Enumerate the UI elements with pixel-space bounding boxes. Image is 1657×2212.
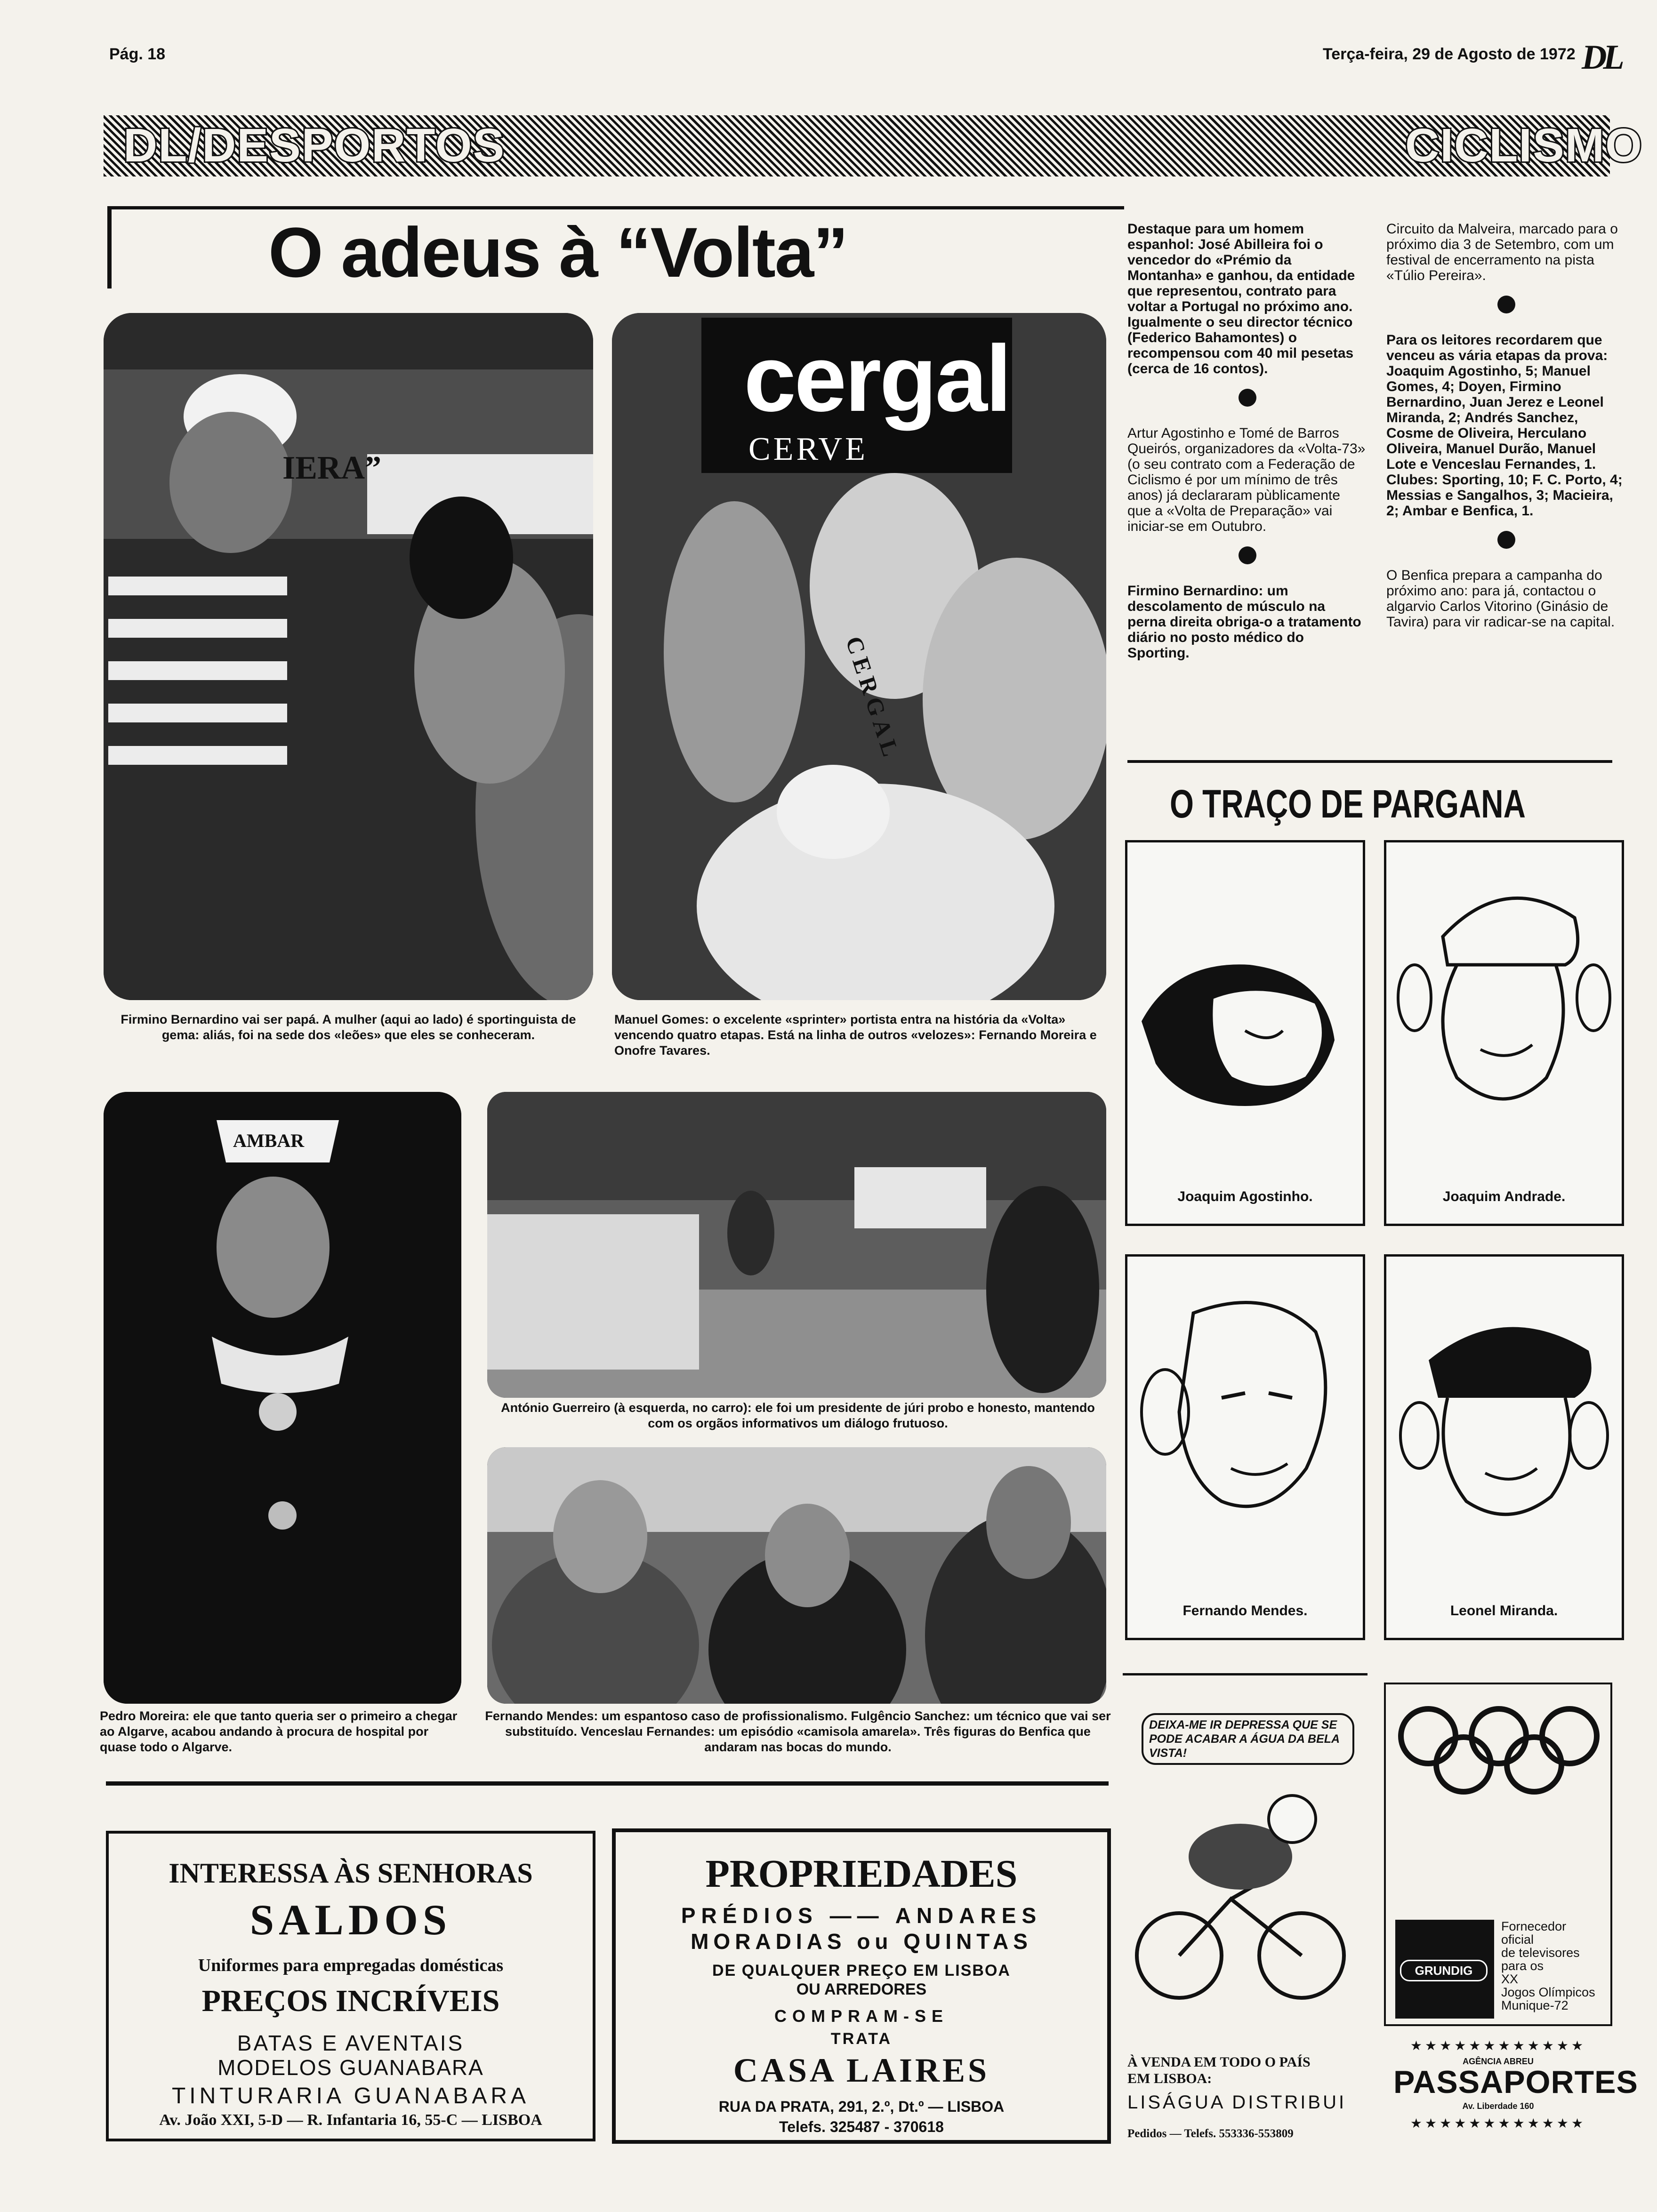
caption-5: Fernando Mendes: um espantoso caso de profissionalismo. Fulgêncio Sanchez: um técnico que vai ser substituído. Venceslau Fernandes: um episódio «camisola amarela». Três figuras do Benfica que andaram nas bocas do mundo. bbox=[485, 1709, 1111, 1754]
star-row-bottom: ★★★★★★★★★★★★ bbox=[1410, 2116, 1586, 2131]
note-benfica: O Benfica prepara a campanha do próximo ano: para já, contactou o algarvio Carlos Vitorino (Ginásio de Tavira) para vir radicar-se na capital. bbox=[1386, 568, 1615, 630]
note-firmino: Firmino Bernardino: um descolamento de músculo na perna direita obriga-o a tratamento diário no posto médico do Sporting. bbox=[1127, 583, 1361, 661]
newspaper-logo: DL bbox=[1582, 38, 1621, 77]
sash-cergal: CERGAL bbox=[840, 633, 906, 764]
prop-line5: OU ARREDORES bbox=[796, 1980, 927, 1998]
grundig-line: de televisores bbox=[1501, 1946, 1580, 1960]
olympic-rings bbox=[1388, 1703, 1609, 1797]
saldos-line6: MODELOS GUANABARA bbox=[217, 2055, 484, 2080]
saldos-line4: PREÇOS INCRÍVEIS bbox=[201, 1984, 500, 2018]
page-number: Pág. 18 bbox=[109, 45, 166, 63]
lisagua-ad bbox=[1123, 1673, 1367, 2153]
bullet-dot bbox=[1497, 531, 1515, 549]
grundig-line: Jogos Olímpicos bbox=[1501, 1985, 1595, 1999]
caption-1: Firmino Bernardino vai ser papá. A mulher (aqui ao lado) é sportinguista de gema: aliás, foi na sede dos «leões» que eles se conheceram. bbox=[121, 1012, 576, 1042]
note-malveira: Circuito da Malveira, marcado para o próximo dia 3 de Setembro, com um festival de encerramento na pista «Túlio Pereira». bbox=[1386, 221, 1618, 283]
headline-rule-left bbox=[107, 206, 112, 289]
saldos-line2: SALDOS bbox=[249, 1896, 452, 1944]
lisagua-line2: EM LISBOA: bbox=[1127, 2071, 1212, 2086]
sign-era: IERA” bbox=[282, 450, 382, 486]
caption-3: Pedro Moreira: ele que tanto queria ser o primeiro a chegar ao Algarve, acabou andando à procura de hospital por quase todo o Algarve. bbox=[100, 1709, 458, 1754]
cartoon-leonel-miranda bbox=[1384, 1254, 1624, 1640]
passaportes-address: Av. Liberdade 160 bbox=[1462, 2101, 1534, 2111]
prop-line6: COMPRAM-SE bbox=[774, 2006, 949, 2026]
headline: O adeus à “Volta” bbox=[268, 213, 848, 292]
prop-line1: PROPRIEDADES bbox=[705, 1852, 1018, 1896]
notes-rule bbox=[1127, 760, 1612, 763]
note-etapas: Para os leitores recordarem que venceu as vária etapas da prova: Joaquim Agostinho, 5; Manuel Gomes, 4; Doyen, Firmino Bernardino, Juan Jerez e Leonel Miranda, 2; Andrés Sanchez, Cosme de Oliveira, Herculano Oliveira, Manuel Durão, Manuel Lote e Venceslau Fernandes, 1. Clubes: Sporting, 10; F. C. Porto, 4; Messias e Sangalhos, 3; Macieira, 2; Ambar e Benfica, 1. bbox=[1386, 332, 1623, 519]
saldos-line1: INTERESSA ÀS SENHORAS bbox=[169, 1858, 533, 1889]
grundig-line: oficial bbox=[1501, 1932, 1534, 1947]
cartoon-joaquim-andrade bbox=[1384, 840, 1624, 1226]
cartoon-fernando-mendes bbox=[1125, 1254, 1365, 1640]
headline-rule-top bbox=[107, 206, 1124, 209]
cartoon-name: Joaquim Andrade. bbox=[1442, 1189, 1566, 1204]
photo-manuel-gomes bbox=[612, 313, 1106, 1000]
lisagua-contact: Pedidos — Telefs. 553336-553809 bbox=[1127, 2127, 1294, 2140]
saldos-line3: Uniformes para empregadas domésticas bbox=[198, 1956, 504, 1975]
grundig-line: Fornecedor bbox=[1501, 1919, 1567, 1933]
saldos-line8: Av. João XXI, 5-D — R. Infantaria 16, 55-C — LISBOA bbox=[159, 2111, 542, 2129]
cartoon-name: Fernando Mendes. bbox=[1182, 1603, 1308, 1619]
bullet-dot bbox=[1239, 546, 1256, 564]
sign-cergal: cergal bbox=[744, 326, 1010, 431]
star-row-top: ★★★★★★★★★★★★ bbox=[1410, 2038, 1586, 2053]
cartoon-joaquim-agostinho bbox=[1125, 840, 1365, 1226]
banner-right-label: CICLISMO bbox=[1405, 119, 1643, 172]
ad-saldos bbox=[106, 1831, 595, 2141]
prop-line8: CASA LAIRES bbox=[733, 2052, 990, 2089]
cap-ambar: AMBAR bbox=[233, 1130, 305, 1151]
lisagua-rule-top bbox=[1123, 1673, 1367, 1675]
lisagua-line1: À VENDA EM TODO O PAÍS bbox=[1127, 2054, 1311, 2070]
saldos-line5: BATAS E AVENTAIS bbox=[237, 2031, 465, 2055]
passaportes-brand: PASSAPORTES bbox=[1393, 2064, 1638, 2100]
sign-cerveja: CERVE bbox=[748, 431, 868, 467]
cartoons-title: O TRAÇO DE PARGANA bbox=[1170, 782, 1526, 826]
prop-line9: RUA DA PRATA, 291, 2.º, Dt.º — LISBOA bbox=[718, 2098, 1005, 2115]
notes-column-1 bbox=[1127, 221, 1367, 669]
prop-line2: PRÉDIOS —— ANDARES bbox=[681, 1903, 1042, 1928]
passaportes-small: AGÊNCIA ABREU bbox=[1463, 2057, 1534, 2066]
cyclist-drawing bbox=[1123, 1767, 1358, 2031]
ad-propriedades bbox=[612, 1828, 1111, 2144]
passaportes-ad bbox=[1384, 2038, 1638, 2148]
note-abilleira: Destaque para um homem espanhol: José Abilleira foi o vencedor do «Prémio da Montanha» e ganhou, da entidade que representou, contrato para voltar a Portugal no próximo ano. Igualmente o seu director técnico (Federico Bahamontes) o recompensou com 40 mil pesetas (cerca de 16 contos). bbox=[1127, 221, 1355, 377]
prop-line4: DE QUALQUER PREÇO EM LISBOA bbox=[712, 1962, 1011, 1980]
grundig-line: XX bbox=[1501, 1972, 1519, 1986]
note-volta-73: Artur Agostinho e Tomé de Barros Queirós, organizadores da «Volta-73» (o seu contrato com a Federação de Ciclismo é por um mínimo de três anos) já declararam pùblicamente que a «Volta de Preparação» vai iniciar-se em Outubro. bbox=[1127, 425, 1366, 534]
saldos-line7: TINTURARIA GUANABARA bbox=[171, 2084, 530, 2108]
cartoon-name: Joaquim Agostinho. bbox=[1177, 1189, 1313, 1204]
grundig-line: para os bbox=[1501, 1959, 1544, 1973]
caption-2: Manuel Gomes: o excelente «sprinter» portista entra na história da «Volta» vencendo quatro etapas. Está na linha de outros «velozes»: Fernando Moreira e Onofre Tavares. bbox=[614, 1012, 1097, 1058]
bullet-dot bbox=[1497, 296, 1515, 313]
notes-column-2 bbox=[1386, 221, 1626, 638]
grundig-logo: GRUNDIG bbox=[1400, 1960, 1488, 1981]
photo-firmino-bernardino bbox=[104, 313, 593, 1000]
date-line: Terça-feira, 29 de Agosto de 1972 bbox=[1323, 45, 1576, 63]
lisagua-brand: LISÁGUA DISTRIBUI bbox=[1127, 2092, 1347, 2113]
prop-line10: Telefs. 325487 - 370618 bbox=[779, 2118, 944, 2135]
lisagua-speech-bubble: DEIXA-ME IR DEPRESSA QUE SE PODE ACABAR A ÁGUA DA BELA VISTA! bbox=[1142, 1713, 1354, 1765]
grundig-text bbox=[1501, 1920, 1595, 2012]
photo-fernando-mendes-trio bbox=[487, 1447, 1106, 1704]
caption-4: António Guerreiro (à esquerda, no carro): ele foi um presidente de júri probo e honesto, mantendo com os orgãos informativos um diálogo frutuoso. bbox=[501, 1401, 1095, 1430]
photo-antonio-guerreiro bbox=[487, 1092, 1106, 1398]
prop-line3: MORADIAS ou QUINTAS bbox=[691, 1929, 1032, 1954]
cartoon-name: Leonel Miranda. bbox=[1450, 1603, 1558, 1619]
grundig-line: Munique-72 bbox=[1501, 1998, 1569, 2012]
banner-left-label: DL/DESPORTOS bbox=[123, 119, 506, 172]
bullet-dot bbox=[1239, 389, 1256, 407]
bottom-rule bbox=[106, 1781, 1109, 1786]
grundig-ad bbox=[1384, 1683, 1612, 2026]
photo-pedro-moreira bbox=[104, 1092, 461, 1704]
prop-line7: TRATA bbox=[830, 2030, 893, 2048]
